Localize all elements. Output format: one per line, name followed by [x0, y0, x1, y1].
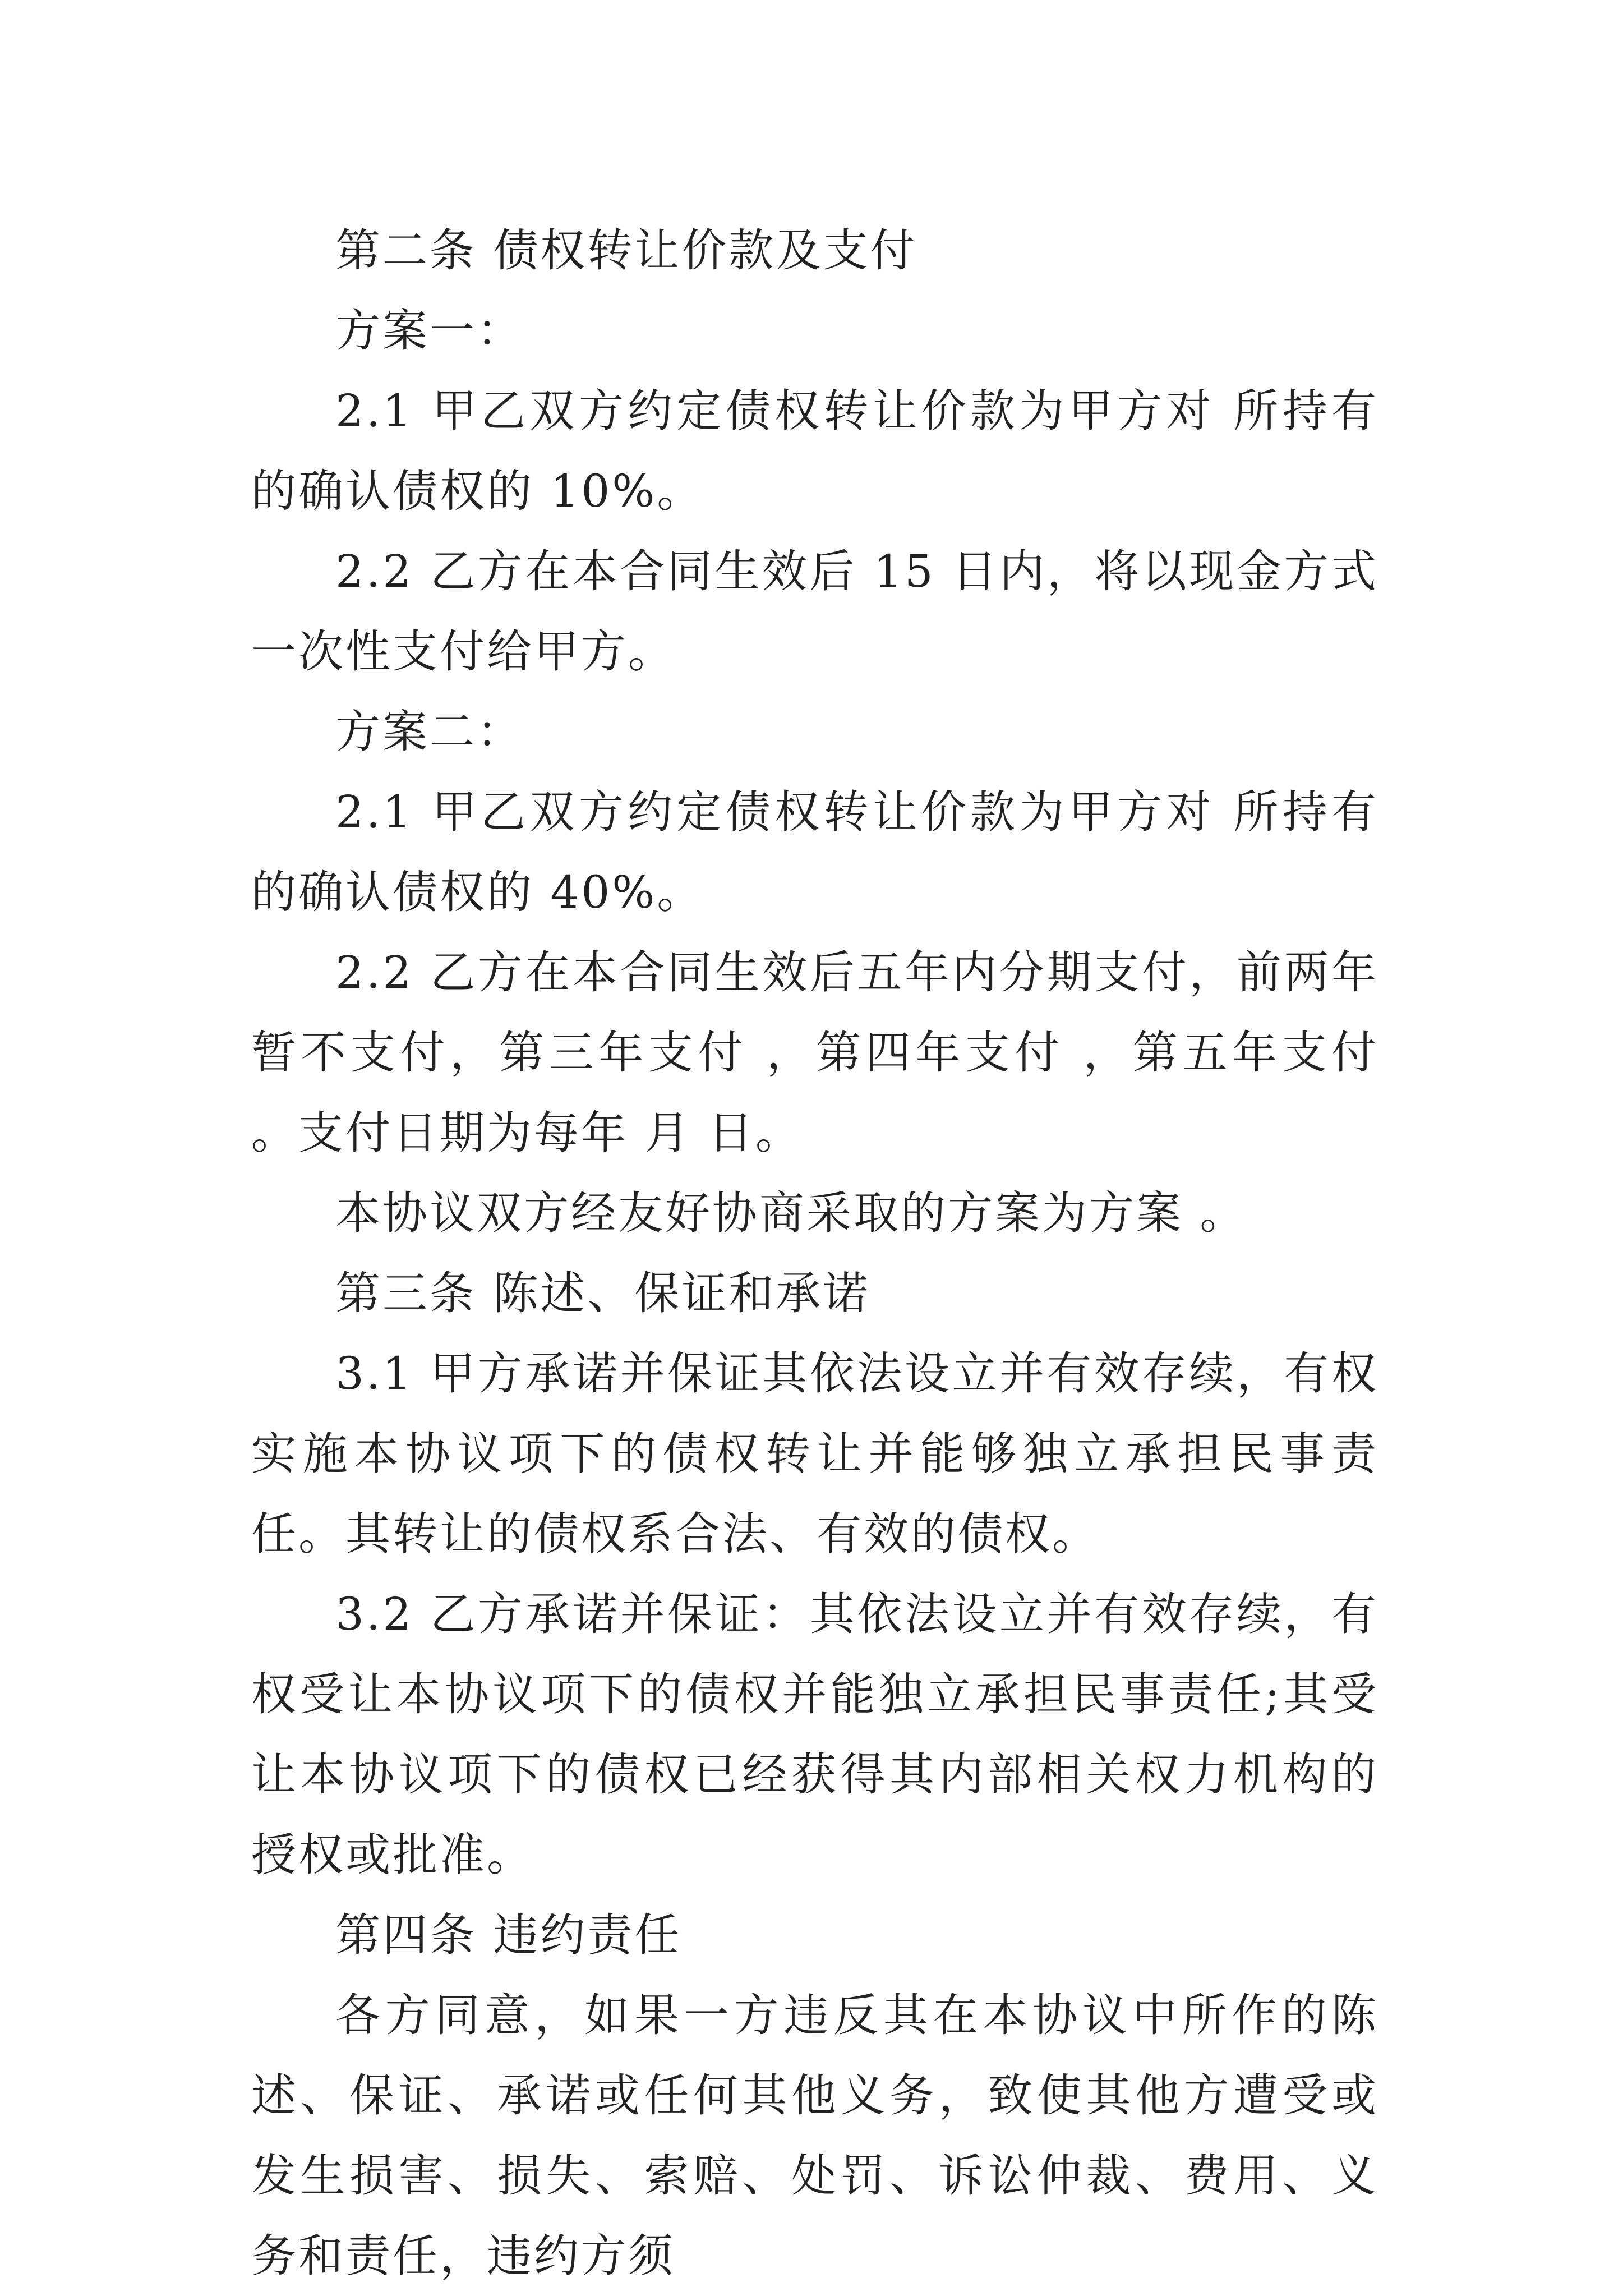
- article-2-heading: 第二条 债权转让价款及支付: [335, 224, 917, 277]
- option-1-heading: 方案一：: [335, 305, 524, 357]
- clause-3-2: 3.2 乙方承诺并保证：其依法设立并有效存续，有权受让本协议项下的债权并能独立承担民事责任;其受让本协议项下的债权已经获得其内部相关权力机构的授权或批准。: [251, 1588, 1378, 1881]
- option-2-clause-2-1: 2.1 甲乙双方约定债权转让价款为甲方对 所持有的确认债权的 40%。: [251, 786, 1378, 918]
- clause-3-1: 3.1 甲方承诺并保证其依法设立并有效存续，有权实施本协议项下的债权转让并能够独立承担民事责任。其转让的债权系合法、有效的债权。: [251, 1347, 1378, 1560]
- article-3-heading: 第三条 陈述、保证和承诺: [335, 1267, 870, 1319]
- option-2-clause-2-2: 2.2 乙方在本合同生效后五年内分期支付，前两年暂不支付，第三年支付 ，第四年支付 ，第五年支付 。支付日期为每年 月 日。: [251, 946, 1395, 1159]
- option-1-clause-2-1: 2.1 甲乙双方约定债权转让价款为甲方对 所持有的确认债权的 10%。: [251, 385, 1378, 517]
- document-body: [251, 210, 1395, 2296]
- option-1-clause-2-2: 2.2 乙方在本合同生效后 15 日内，将以现金方式一次性支付给甲方。: [251, 545, 1378, 678]
- option-2-heading: 方案二：: [335, 706, 524, 758]
- option-selection-paragraph: 本协议双方经友好协商采取的方案为方案 。: [335, 1187, 1247, 1239]
- article-4-paragraph: 各方同意，如果一方违反其在本协议中所作的陈述、保证、承诺或任何其他义务，致使其他方遭受或发生损害、损失、索赔、处罚、诉讼仲裁、费用、义务和责任，违约方须: [251, 1989, 1378, 2282]
- article-4-heading: 第四条 违约责任: [335, 1909, 682, 1961]
